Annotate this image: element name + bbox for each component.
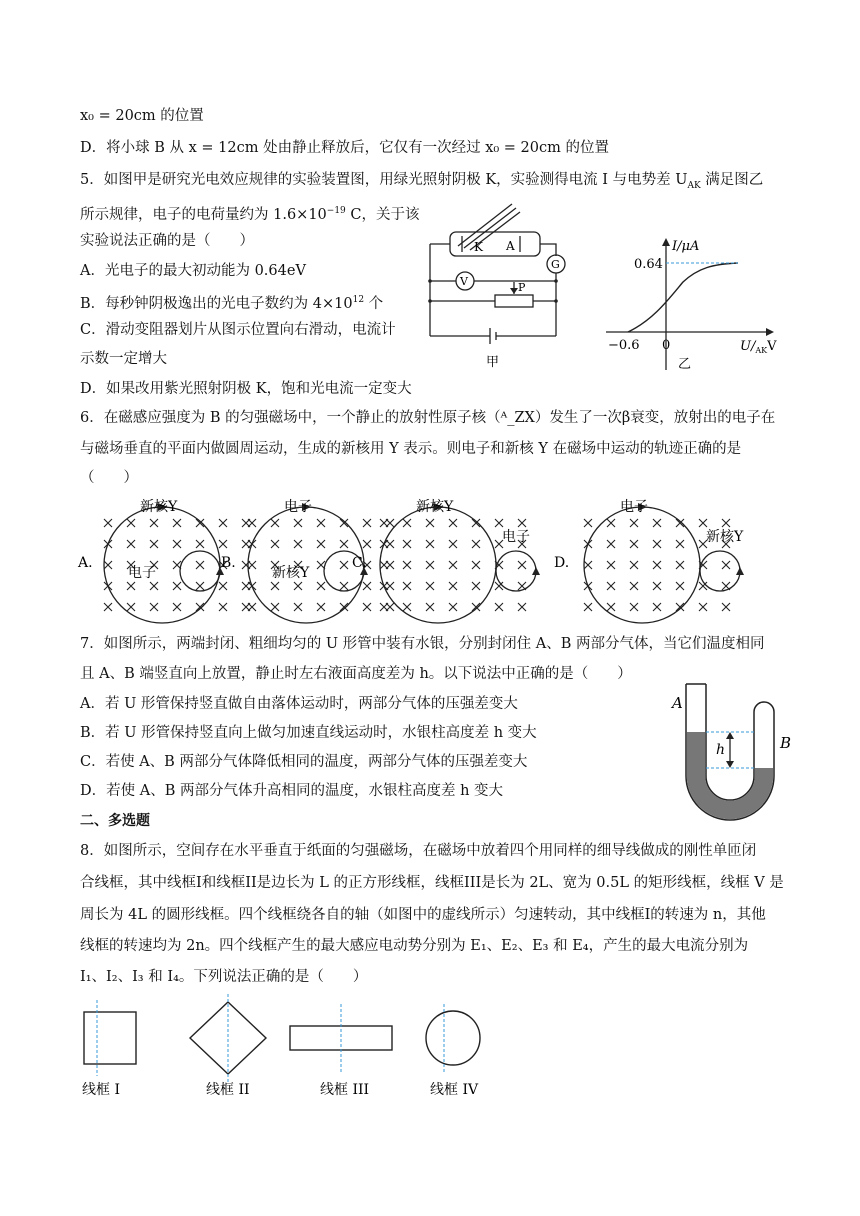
field-cross-icon: [699, 603, 707, 611]
field-cross-icon: [584, 561, 592, 569]
gas-b-label: B: [780, 734, 792, 752]
q6-stem-1: 6．在磁感应强度为 B 的匀强磁场中，一个静止的放射性原子核（ᴬ_ZX）发生了一次β衰变，放射出的电子在: [80, 410, 776, 426]
field-cross-icon: [196, 582, 204, 590]
field-cross-icon: [495, 603, 503, 611]
y-tick-064: 0.64: [634, 257, 663, 272]
q6-option-letter: B.: [221, 555, 236, 571]
field-cross-icon: [495, 519, 503, 527]
field-cross-icon: [173, 582, 181, 590]
field-cross-icon: [449, 582, 457, 590]
field-cross-icon: [653, 603, 661, 611]
field-cross-icon: [607, 540, 615, 548]
direction-arrow-icon: [736, 567, 744, 575]
q7-option-d: D．若使 A、B 两部分气体升高相同的温度，水银柱高度差 h 变大: [80, 783, 504, 799]
field-cross-icon: [699, 582, 707, 590]
coil-4-circle: [426, 1011, 480, 1065]
field-cross-icon: [426, 603, 434, 611]
field-cross-icon: [403, 540, 411, 548]
q7-option-a: A．若 U 形管保持竖直做自由落体运动时，两部分气体的压强差变大: [80, 696, 518, 712]
field-cross-icon: [607, 582, 615, 590]
field-cross-icon: [653, 582, 661, 590]
galvanometer-label: G: [551, 258, 560, 271]
field-cross-icon: [248, 603, 256, 611]
q8-stem-3: 周长为 4L 的圆形线框。四个线框绕各自的轴（如图中的虚线所示）匀速转动，其中线框I的转速为 n，其他: [80, 907, 766, 923]
x-tick-neg06: −0.6: [608, 338, 640, 353]
x-axis-label: $U/_{AK}V$: [740, 339, 777, 355]
field-cross-icon: [449, 561, 457, 569]
field-cross-icon: [317, 540, 325, 548]
field-cross-icon: [363, 519, 371, 527]
large-trajectory-label: 电子: [620, 499, 648, 515]
field-cross-icon: [248, 519, 256, 527]
field-cross-icon: [630, 540, 638, 548]
field-cross-icon: [630, 582, 638, 590]
figure-caption-jia: 甲: [486, 355, 500, 370]
q6-option-b-panel: [221, 498, 394, 623]
field-cross-icon: [104, 603, 112, 611]
large-trajectory-label: 新核Y: [140, 499, 178, 515]
field-cross-icon: [449, 540, 457, 548]
field-cross-icon: [340, 561, 348, 569]
field-cross-icon: [676, 561, 684, 569]
h-label: h: [716, 742, 726, 758]
small-trajectory: [496, 551, 536, 591]
q8-stem-2: 合线框，其中线框I和线框II是边长为 L 的正方形线框，线框III是长为 2L、宽为 0.5L 的矩形线框，线框 V 是: [80, 875, 784, 891]
field-cross-icon: [722, 561, 730, 569]
field-cross-icon: [630, 603, 638, 611]
q6-option-letter: D.: [554, 555, 570, 571]
q5-stem-1: 5．如图甲是研究光电效应规律的实验装置图，用绿光照射阴极 K，实验测得电流 I 与电势差 $U_{AK}$ 满足图乙: [80, 172, 764, 191]
field-cross-icon: [584, 519, 592, 527]
q6-option-c-panel: [352, 498, 540, 623]
q6-stem-2: 与磁场垂直的平面内做圆周运动，生成的新核用 Y 表示。则电子和新核 Y 在磁场中运动的轨迹正确的是: [80, 441, 742, 457]
field-cross-icon: [403, 582, 411, 590]
q8-coil-figures: [70, 990, 520, 1100]
q4-line: x₀ = 20cm 的位置: [80, 108, 204, 124]
q6-option-figures: [0, 495, 860, 625]
origin-label: 0: [662, 338, 671, 353]
small-trajectory-label: 电子: [128, 565, 156, 581]
large-trajectory: [380, 507, 496, 623]
field-cross-icon: [317, 519, 325, 527]
field-cross-icon: [150, 540, 158, 548]
q7-stem-2: 且 A、B 端竖直向上放置，静止时左右液面高度差为 h。以下说法中正确的是（ ）: [80, 666, 632, 682]
figure-caption-yi: 乙: [678, 357, 692, 372]
field-cross-icon: [653, 519, 661, 527]
q5-option-a: A．光电子的最大初动能为 0.64eV: [80, 263, 306, 279]
field-cross-icon: [219, 603, 227, 611]
field-cross-icon: [722, 519, 730, 527]
field-cross-icon: [196, 540, 204, 548]
field-cross-icon: [653, 540, 661, 548]
small-trajectory-label: 新核Y: [272, 565, 310, 581]
field-cross-icon: [518, 519, 526, 527]
q7-u-tube-figure: [668, 676, 808, 826]
field-cross-icon: [607, 519, 615, 527]
field-cross-icon: [127, 582, 135, 590]
field-cross-icon: [294, 582, 302, 590]
field-cross-icon: [317, 582, 325, 590]
q8-stem-4: 线框的转速均为 2n。四个线框产生的最大感应电动势分别为 E₁、E₂、E₃ 和 E₄，产生的最大电流分别为: [80, 938, 749, 954]
q5-stem-2: 所示规律，电子的电荷量约为 $1.6\times 10^{-19}$ C，关于该: [80, 206, 420, 223]
q8-stem-5: I₁、I₂、I₃ 和 I₄。下列说法正确的是（ ）: [80, 969, 368, 985]
field-cross-icon: [127, 603, 135, 611]
field-cross-icon: [150, 519, 158, 527]
direction-arrow-icon: [532, 567, 540, 575]
field-cross-icon: [380, 519, 388, 527]
field-cross-icon: [340, 540, 348, 548]
coil-2-diamond: [190, 1002, 266, 1074]
small-trajectory-label: 新核Y: [706, 529, 744, 545]
q7-option-b: B．若 U 形管保持竖直向上做匀加速直线运动时，水银柱高度差 h 变大: [80, 725, 537, 741]
field-cross-icon: [173, 540, 181, 548]
field-cross-icon: [426, 519, 434, 527]
q7-stem-1: 7．如图所示，两端封闭、粗细均匀的 U 形管中装有水银，分别封闭住 A、B 两部分气体，当它们温度相同: [80, 636, 765, 652]
coil-3-caption: 线框 III: [320, 1082, 370, 1098]
q5-stem-3: 实验说法正确的是（ ）: [80, 233, 254, 249]
field-cross-icon: [271, 519, 279, 527]
field-cross-icon: [219, 582, 227, 590]
coil-1-caption: 线框 I: [82, 1082, 120, 1098]
slider-label: P: [518, 281, 526, 294]
field-cross-icon: [722, 603, 730, 611]
q5-iu-graph: [598, 230, 798, 380]
field-cross-icon: [150, 603, 158, 611]
field-cross-icon: [518, 561, 526, 569]
gas-a-label: A: [672, 694, 683, 712]
field-cross-icon: [219, 519, 227, 527]
section-multi-choice: 二、多选题: [80, 813, 150, 829]
small-trajectory: [700, 551, 740, 591]
field-cross-icon: [676, 540, 684, 548]
q4-option-d: D．将小球 B 从 x = 12cm 处由静止释放后，它仅有一次经过 x₀ = 20cm 的位置: [80, 140, 609, 156]
coil-4-caption: 线框 IV: [430, 1082, 479, 1098]
field-cross-icon: [380, 561, 388, 569]
field-cross-icon: [363, 540, 371, 548]
field-cross-icon: [127, 540, 135, 548]
field-cross-icon: [449, 603, 457, 611]
field-cross-icon: [630, 519, 638, 527]
field-cross-icon: [472, 540, 480, 548]
voltmeter-label: V: [460, 275, 468, 288]
field-cross-icon: [317, 603, 325, 611]
coil-2-caption: 线框 II: [206, 1082, 250, 1098]
field-cross-icon: [248, 561, 256, 569]
field-cross-icon: [219, 540, 227, 548]
field-cross-icon: [294, 603, 302, 611]
field-cross-icon: [426, 561, 434, 569]
q5-option-c-1: C．滑动变阻器划片从图示位置向右滑动，电流计: [80, 322, 396, 338]
field-cross-icon: [472, 561, 480, 569]
field-cross-icon: [403, 519, 411, 527]
small-trajectory: [180, 551, 220, 591]
field-cross-icon: [150, 582, 158, 590]
large-trajectory: [584, 507, 700, 623]
field-cross-icon: [340, 582, 348, 590]
label-k: K: [474, 240, 483, 254]
field-cross-icon: [271, 603, 279, 611]
field-cross-icon: [104, 519, 112, 527]
field-cross-icon: [449, 519, 457, 527]
coil-1-square: [84, 1012, 136, 1064]
field-cross-icon: [607, 603, 615, 611]
q6-stem-3: （ ）: [80, 470, 138, 486]
field-cross-icon: [426, 582, 434, 590]
field-cross-icon: [495, 582, 503, 590]
large-trajectory-label: 电子: [284, 499, 312, 515]
field-cross-icon: [271, 540, 279, 548]
field-cross-icon: [403, 561, 411, 569]
large-trajectory: [104, 507, 220, 623]
field-cross-icon: [127, 519, 135, 527]
field-cross-icon: [518, 603, 526, 611]
small-trajectory-label: 电子: [502, 529, 530, 545]
q5-option-b: B．每秒钟阴极逸出的光电子数约为 $4\times 10^{12}$ 个: [80, 295, 384, 312]
field-cross-icon: [630, 561, 638, 569]
field-cross-icon: [699, 519, 707, 527]
field-cross-icon: [363, 582, 371, 590]
large-trajectory-label: 新核Y: [416, 499, 454, 515]
field-cross-icon: [104, 561, 112, 569]
label-a: A: [506, 239, 515, 253]
field-cross-icon: [173, 603, 181, 611]
field-cross-icon: [676, 582, 684, 590]
q5-option-c-2: 示数一定增大: [80, 351, 167, 367]
field-cross-icon: [294, 540, 302, 548]
y-axis-label: I/μA: [672, 239, 700, 254]
q6-option-letter: C.: [352, 555, 367, 571]
field-cross-icon: [403, 603, 411, 611]
q6-trajectory-svg: [0, 495, 860, 625]
field-cross-icon: [196, 561, 204, 569]
q5-option-d: D．如果改用紫光照射阴极 K，饱和光电流一定变大: [80, 381, 412, 397]
field-cross-icon: [363, 603, 371, 611]
field-cross-icon: [380, 603, 388, 611]
field-cross-icon: [271, 582, 279, 590]
q7-option-c: C．若使 A、B 两部分气体降低相同的温度，两部分气体的压强差变大: [80, 754, 528, 770]
field-cross-icon: [426, 540, 434, 548]
field-cross-icon: [607, 561, 615, 569]
field-cross-icon: [294, 519, 302, 527]
q8-stem-1: 8．如图所示，空间存在水平垂直于纸面的匀强磁场，在磁场中放着四个用同样的细导线做成的刚性单匝闭: [80, 843, 757, 859]
q5-circuit-figure: [420, 196, 580, 376]
field-cross-icon: [653, 561, 661, 569]
field-cross-icon: [584, 603, 592, 611]
field-cross-icon: [472, 582, 480, 590]
q6-option-letter: A.: [78, 555, 93, 571]
q6-option-d-panel: [554, 498, 744, 623]
field-cross-icon: [173, 519, 181, 527]
